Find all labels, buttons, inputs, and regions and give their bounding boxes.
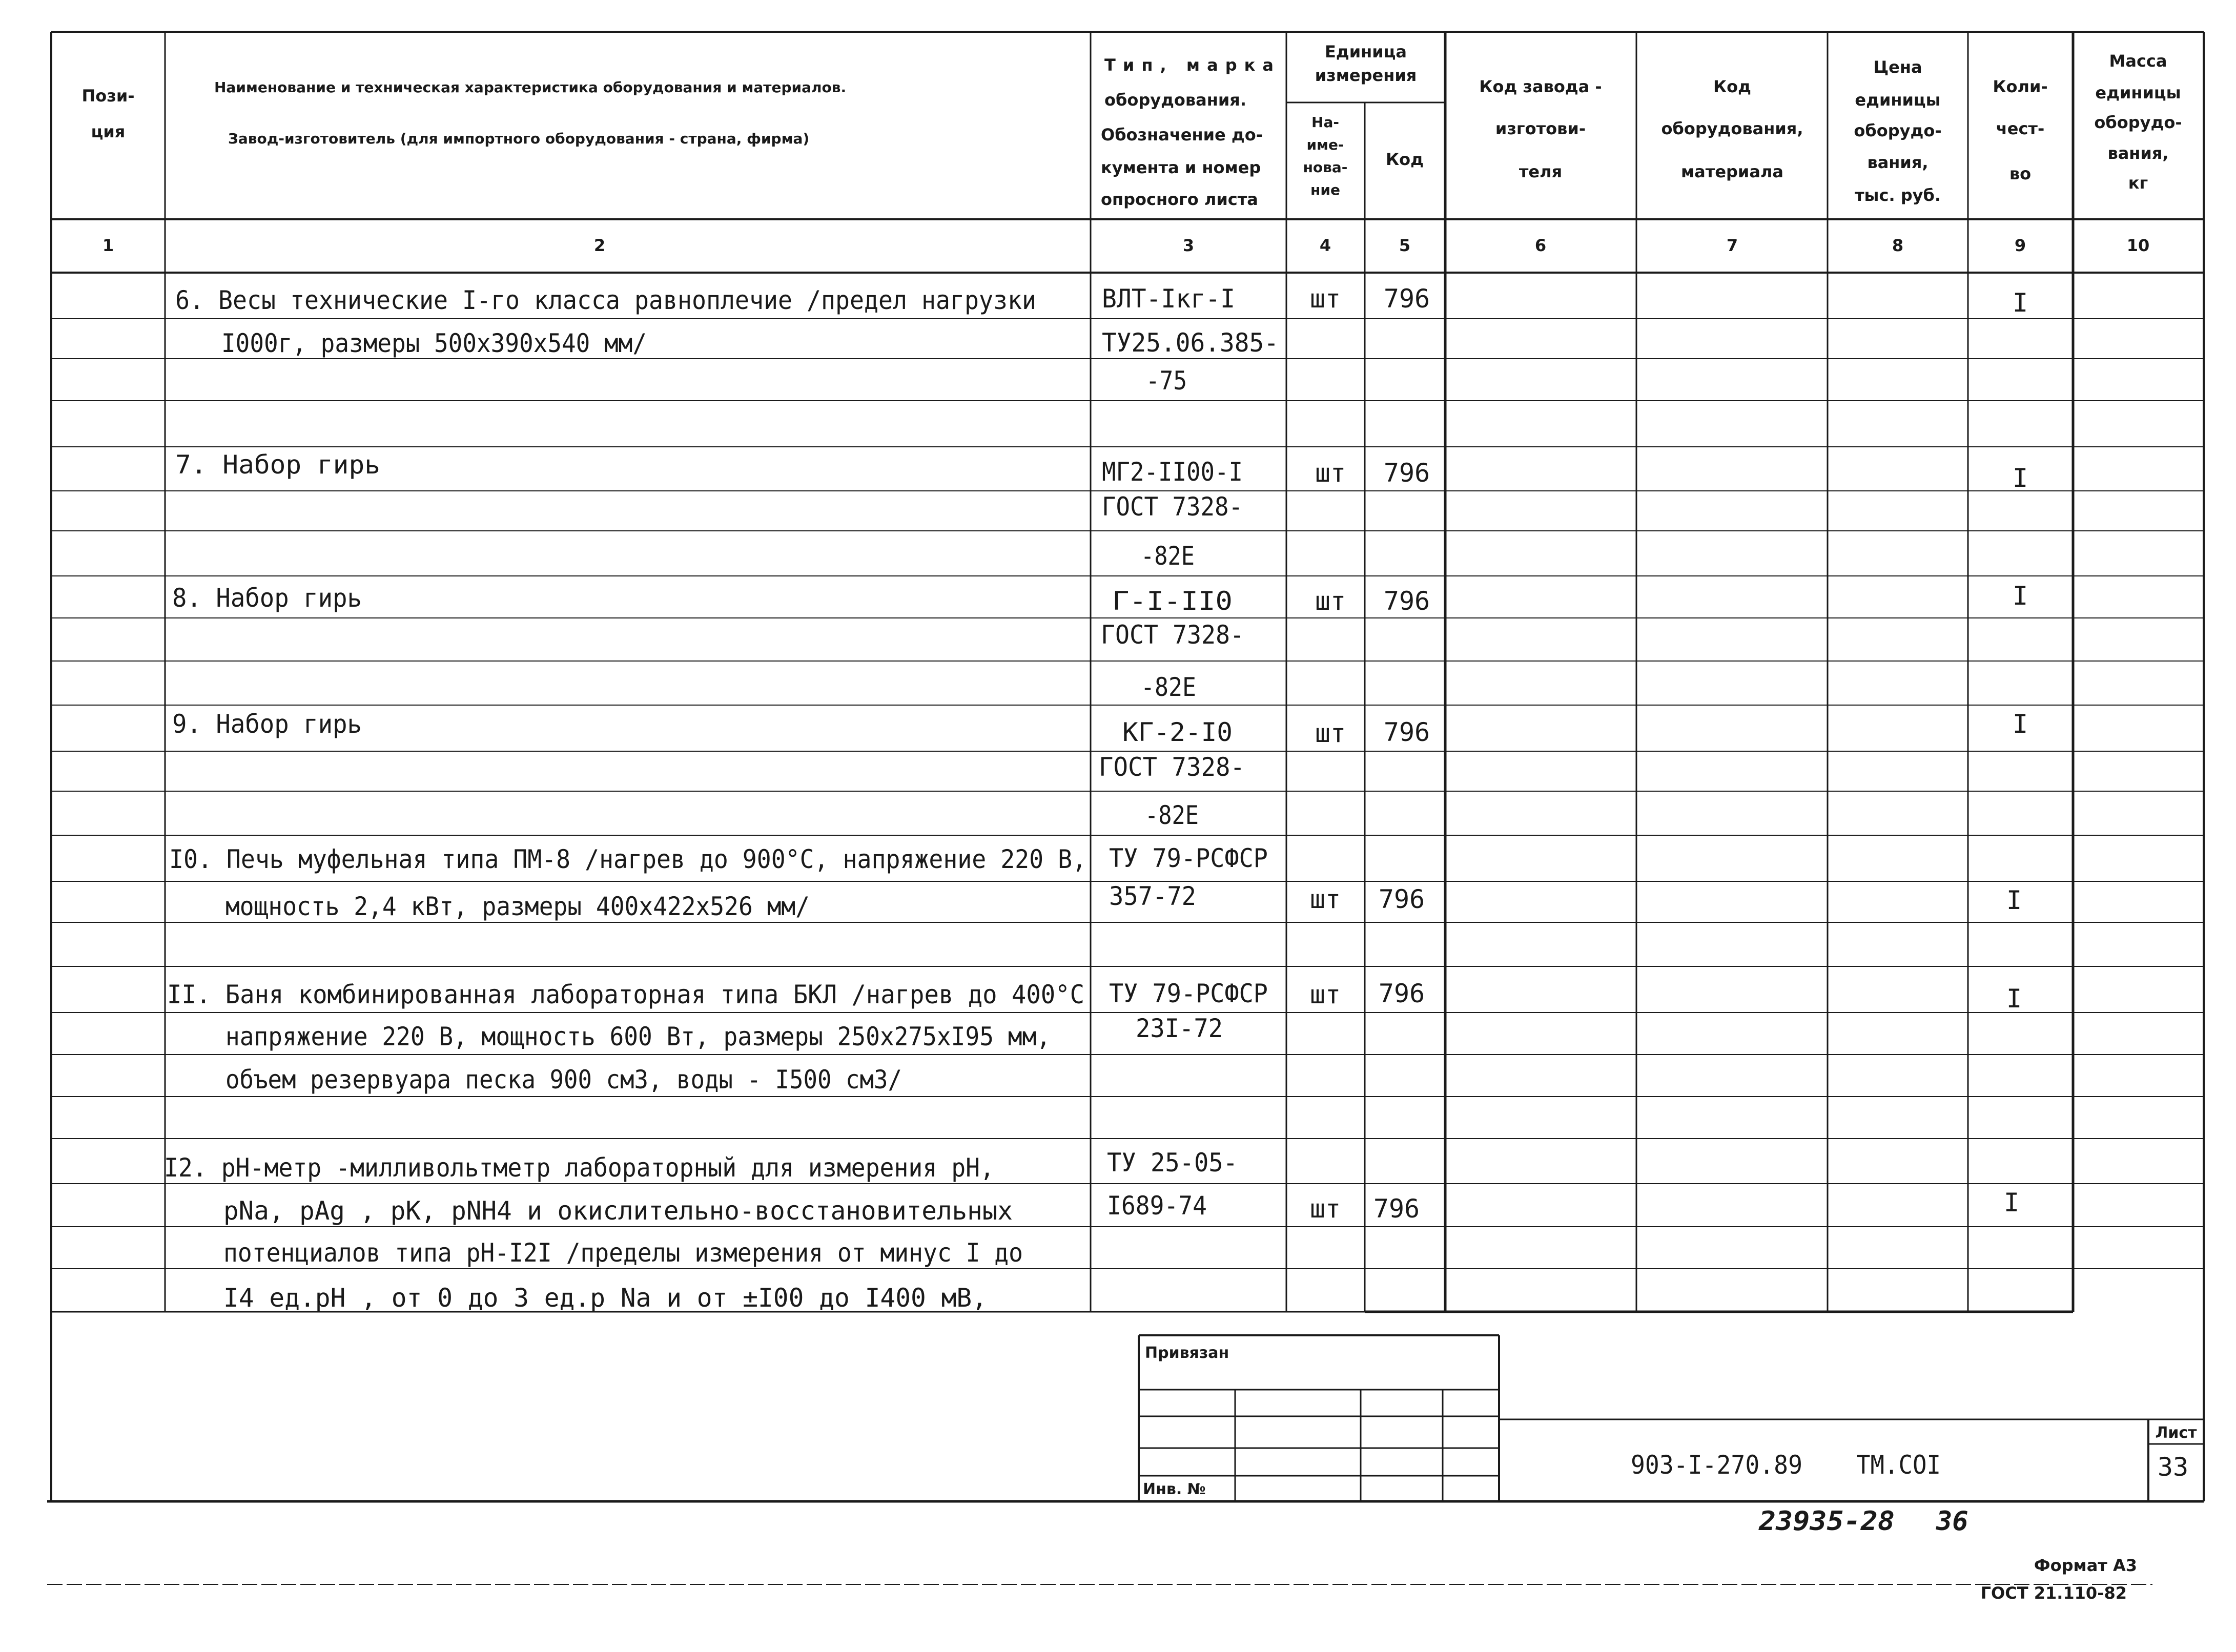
item-code: 796 — [1378, 979, 1425, 1008]
item-unit: шт — [1315, 718, 1346, 748]
item-qty: I — [2012, 288, 2028, 318]
header-unit-name-line2: име- — [1306, 136, 1344, 153]
header-mass-line3: оборудо- — [2094, 113, 2182, 132]
item-code: 796 — [1373, 1194, 1420, 1224]
item-unit: шт — [1309, 284, 1341, 314]
header-mass-line1: Масса — [2109, 51, 2167, 71]
col-number: 5 — [1399, 236, 1411, 255]
item-type: ТУ25.06.385- — [1102, 328, 1279, 358]
item-type: 357-72 — [1109, 881, 1196, 911]
item-qty: I — [2012, 581, 2028, 611]
col-number: 8 — [1892, 236, 1904, 255]
item-description: 9. Набор гирь — [172, 709, 362, 739]
header-equip-code-line3: материала — [1681, 162, 1783, 181]
document-section: ТМ.СОI — [1856, 1450, 1941, 1480]
item-description: 8. Набор гирь — [172, 583, 362, 613]
item-type: -82Е — [1145, 800, 1199, 830]
document-code: 903-I-270.89 — [1631, 1450, 1802, 1480]
handwritten-number: 36 — [1936, 1506, 1968, 1537]
item-qty: I — [2003, 1188, 2020, 1217]
item-type: -75 — [1146, 366, 1187, 396]
item-type: КГ-2-I0 — [1122, 717, 1233, 747]
header-type-line1: Тип, марка — [1104, 55, 1274, 75]
gost-label: ГОСТ 21.110-82 — [1980, 1583, 2127, 1603]
header-name-line2: Завод-изготовитель (для импортного оборудования - страна, фирма) — [228, 130, 810, 147]
inventory-label: Инв. № — [1143, 1480, 1206, 1498]
col-number: 3 — [1182, 236, 1195, 255]
header-unit-group-line1: Единица — [1325, 42, 1407, 61]
item-qty: I — [2012, 463, 2028, 493]
sheet-number: 33 — [2157, 1452, 2189, 1482]
header-price-line4: вания, — [1867, 153, 1929, 172]
header-qty-line3: во — [2009, 164, 2032, 183]
item-code: 796 — [1383, 717, 1430, 747]
col-number: 1 — [102, 236, 114, 255]
item-type: ТУ 79-РСФСР — [1109, 843, 1268, 873]
header-equip-code-line1: Код — [1713, 77, 1751, 96]
header-unit-name-line1: На- — [1311, 114, 1339, 131]
col-number: 2 — [593, 236, 606, 255]
sheet-label: Лист — [2155, 1424, 2197, 1442]
header-pos-line1: Пози- — [81, 86, 135, 106]
item-unit: шт — [1309, 980, 1341, 1009]
header-price-line3: оборудо- — [1854, 121, 1942, 140]
header-mass-line4: вания, — [2107, 143, 2169, 163]
header-type-line4: кумента и номер — [1101, 158, 1261, 177]
item-description: напряжение 220 В, мощность 600 Вт, размеры 250x275xI95 мм, — [225, 1022, 1051, 1051]
header-type-line5: опросного листа — [1101, 190, 1258, 209]
item-qty: I — [2006, 984, 2022, 1014]
item-type: ВЛТ-Iкг-I — [1102, 284, 1235, 314]
header-factory-code-line3: теля — [1519, 162, 1563, 181]
item-type: ГОСТ 7328- — [1099, 752, 1245, 782]
item-description: объем резервуара песка 900 см3, воды - I500 см3/ — [225, 1065, 902, 1095]
col-number: 6 — [1534, 236, 1547, 255]
header-price-line1: Цена — [1873, 57, 1922, 77]
item-description: I0. Печь муфельная типа ПМ-8 /нагрев до 900°С, напряжение 220 В, — [169, 844, 1086, 874]
item-description: мощность 2,4 кВт, размеры 400x422x526 мм/ — [225, 892, 810, 921]
item-type: -82Е — [1141, 672, 1196, 702]
header-qty-line1: Коли- — [1993, 77, 2048, 96]
col-number: 7 — [1726, 236, 1738, 255]
item-qty: I — [2006, 885, 2022, 915]
item-code: 796 — [1383, 458, 1430, 488]
item-unit: шт — [1315, 458, 1346, 488]
header-mass-line2: единицы — [2095, 83, 2181, 102]
header-unit-code: Код — [1386, 150, 1424, 169]
header-unit-group-line2: измерения — [1315, 66, 1417, 85]
header-unit-name-line3: нова- — [1303, 159, 1348, 176]
format-label: Формат А3 — [2034, 1556, 2137, 1575]
item-type: Г-I-II0 — [1112, 586, 1233, 616]
item-unit: шт — [1309, 1194, 1341, 1224]
item-code: 796 — [1383, 586, 1430, 616]
header-qty-line2: чест- — [1996, 119, 2045, 138]
header-type-line2: оборудования. — [1104, 90, 1246, 110]
item-description: II. Баня комбинированная лабораторная типа БКЛ /нагрев до 400°С — [167, 980, 1084, 1009]
header-mass-line5: кг — [2128, 173, 2148, 193]
header-type-line3: Обозначение до- — [1101, 125, 1263, 144]
header-unit-name-line4: ние — [1310, 181, 1340, 198]
item-code: 796 — [1383, 284, 1430, 314]
handwritten-number: 23935-28 — [1758, 1506, 1895, 1537]
item-description: I4 ед.pH , от 0 до 3 ед.p Na и от ±I00 до I400 мВ, — [223, 1283, 987, 1313]
tied-label: Привязан — [1145, 1344, 1229, 1362]
col-number: 9 — [2014, 236, 2026, 255]
item-type: 23I-72 — [1136, 1014, 1223, 1043]
header-price-line2: единицы — [1855, 90, 1941, 110]
header-price-line5: тыс. руб. — [1854, 185, 1941, 205]
header-pos-line2: ция — [91, 122, 126, 141]
item-unit: шт — [1315, 586, 1346, 616]
header-factory-code-line2: изготови- — [1495, 119, 1586, 138]
item-description: pNa, pAg , pK, pNH4 и окислительно-восстановительных — [223, 1196, 1013, 1226]
header-factory-code-line1: Код завода - — [1479, 77, 1602, 96]
item-type: ГОСТ 7328- — [1101, 620, 1244, 650]
item-type: -82Е — [1141, 541, 1195, 571]
item-description: I2. pH-метр -милливольтметр лабораторный для измерения pH, — [164, 1153, 994, 1183]
item-description: потенциалов типа pH-I2I /пределы измерения от минус I до — [223, 1238, 1023, 1268]
item-type: ТУ 79-РСФСР — [1109, 979, 1268, 1008]
item-description: 7. Набор гирь — [175, 450, 380, 480]
col-number: 4 — [1319, 236, 1331, 255]
item-description: 6. Весы технические I-го класса равноплечие /предел нагрузки — [175, 285, 1036, 315]
item-type: ТУ 25-05- — [1107, 1148, 1238, 1178]
item-type: ГОСТ 7328- — [1102, 492, 1243, 522]
col-number: 10 — [2126, 236, 2150, 255]
item-type: I689-74 — [1107, 1191, 1207, 1221]
item-type: МГ2-II00-I — [1102, 457, 1243, 487]
header-name-line1: Наименование и техническая характеристика оборудования и материалов. — [214, 79, 847, 96]
header-equip-code-line2: оборудования, — [1661, 119, 1803, 138]
item-code: 796 — [1378, 884, 1425, 914]
item-description: I000г, размеры 500x390x540 мм/ — [221, 328, 647, 358]
item-qty: I — [2012, 709, 2028, 739]
item-unit: шт — [1309, 884, 1341, 914]
